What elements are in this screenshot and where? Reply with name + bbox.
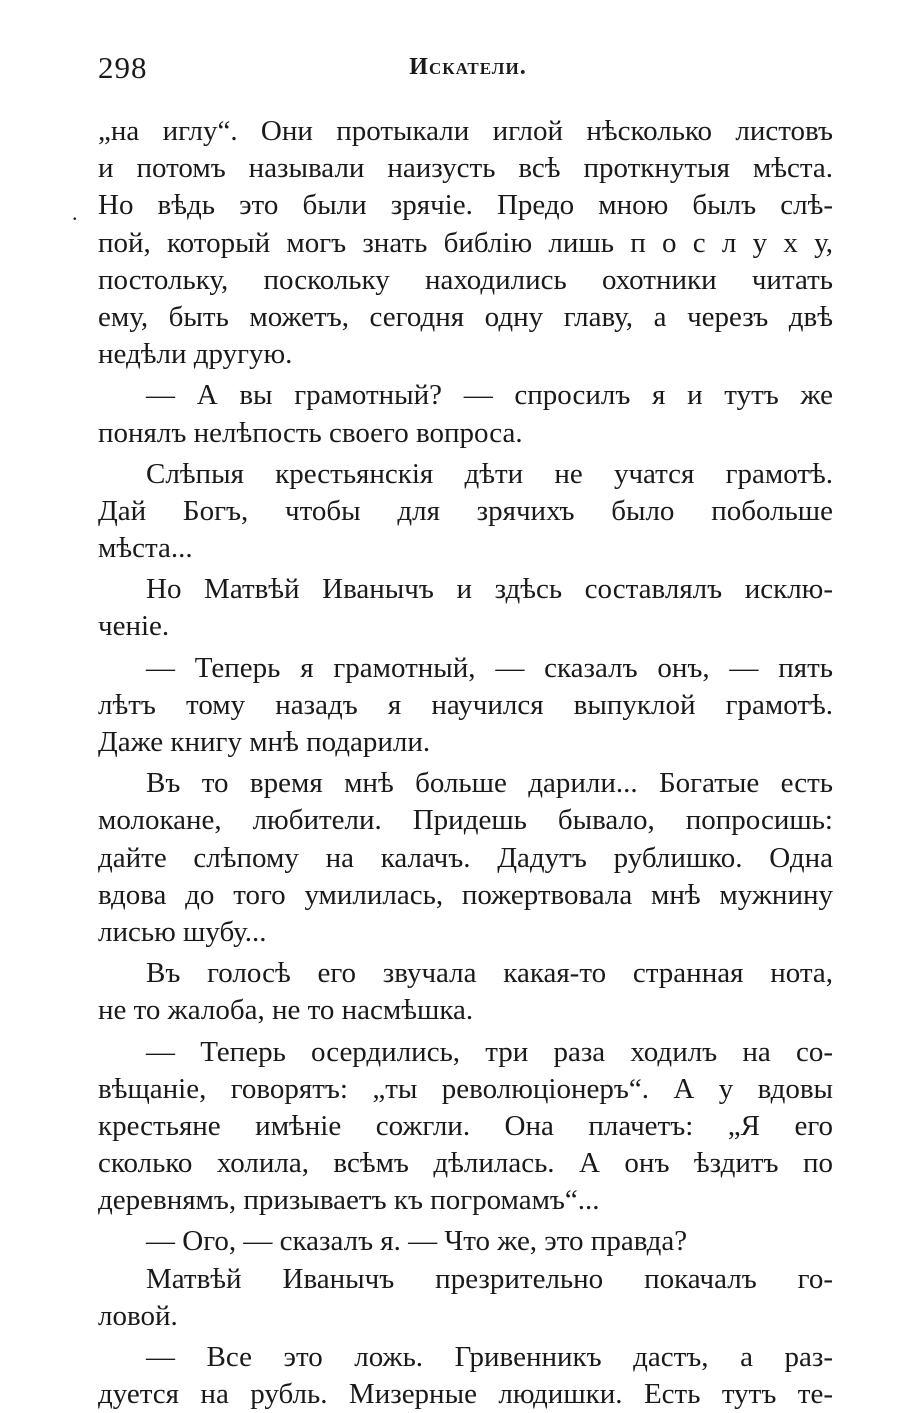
- text-line: лисью шубу...: [98, 915, 267, 948]
- text-line: — Теперь я грамотный, — сказалъ онъ, — пять: [146, 651, 833, 684]
- text-line: Даже книгу мнѣ подарили.: [98, 726, 431, 758]
- text-line: — Ого, — сказалъ я. — Что же, это правда?: [146, 1225, 688, 1258]
- text-line: ловой.: [98, 1299, 178, 1332]
- text-line: недѣли другую.: [98, 338, 293, 371]
- text-line: — Теперь осердились, три раза ходилъ на со-: [146, 1035, 833, 1068]
- text-line: дайте слѣпому на калачъ. Дадутъ рублишко. Одна: [98, 841, 833, 874]
- text-line: пой, который могъ знать библію лишь п о с л у х у,: [98, 226, 833, 259]
- text-line: — Все это ложь. Гривенникъ дастъ, а раз-: [146, 1341, 833, 1373]
- text-line: „на иглу“. Они протыкали иглой нѣсколько листовъ: [98, 115, 833, 147]
- text-line: мѣста...: [98, 532, 193, 565]
- text-line: крестьяне имѣніе сожгли. Она плачетъ: „Я его: [98, 1109, 833, 1142]
- text-line: не то жалоба, не то насмѣшка.: [98, 994, 474, 1027]
- text-line: Но Матвѣй Иванычъ и здѣсь составлялъ исклю-: [146, 573, 833, 606]
- text-line: ему, быть можетъ, сегодня одну главу, а черезъ двѣ: [98, 300, 833, 333]
- text-line: ченіе.: [98, 610, 170, 643]
- text-line: постольку, поскольку находились охотники читать: [98, 263, 833, 296]
- text-line: Дай Богъ, чтобы для зрячихъ было побольше: [98, 494, 833, 527]
- text-line: Въ голосѣ его звучала какая-то странная нота,: [146, 957, 833, 990]
- text-line: — А вы грамотный? — спросилъ я и тутъ же: [146, 379, 833, 412]
- page-header: [98, 50, 838, 90]
- text-line: Въ то время мнѣ больше дарили... Богатые есть: [146, 767, 833, 800]
- running-title: Искатели.: [409, 54, 527, 80]
- text-line: Слѣпыя крестьянскія дѣти не учатся грамотѣ.: [146, 457, 833, 490]
- text-line: Матвѣй Иванычъ презрительно покачалъ го-: [146, 1262, 833, 1295]
- text-line: молокане, любители. Придешь бывало, попросишь:: [98, 804, 833, 837]
- text-line: вдова до того умилилась, пожертвовала мнѣ мужнину: [98, 878, 833, 911]
- text-line: сколько холила, всѣмъ дѣлилась. А онъ ѣздитъ по: [98, 1147, 833, 1180]
- text-line: дуется на рубль. Мизерные людишки. Есть тутъ те-: [98, 1378, 833, 1411]
- text-line: деревнямъ, призываетъ къ погромамъ“...: [98, 1184, 600, 1217]
- text-line: лѣтъ тому назадъ я научился выпуклой грамотѣ.: [98, 688, 833, 721]
- body-text: [98, 113, 833, 1413]
- text-line: и потомъ называли наизусть всѣ проткнутыя мѣста.: [98, 152, 833, 185]
- text-line: понялъ нелѣпость своего вопроса.: [98, 416, 523, 449]
- page-number: 298: [98, 50, 148, 85]
- text-line: вѣщаніе, говорятъ: „ты революціонеръ“. А у вдовы: [98, 1072, 833, 1105]
- margin-mark: .: [72, 200, 78, 225]
- text-line: Но вѣдь это были зрячіе. Предо мною былъ слѣ-: [98, 189, 833, 222]
